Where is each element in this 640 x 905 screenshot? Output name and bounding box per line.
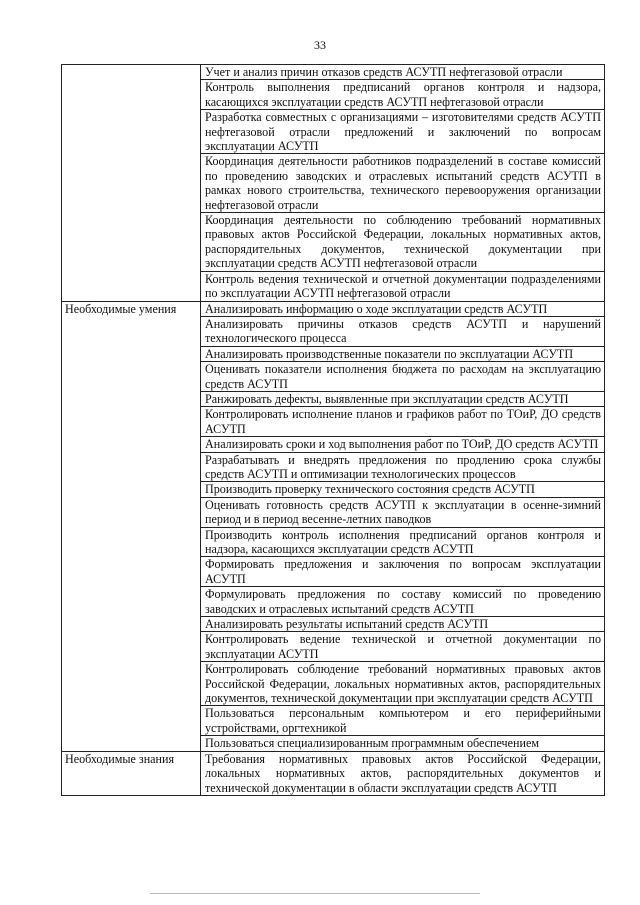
section-label — [62, 65, 201, 302]
requirements-table — [61, 64, 605, 796]
table-row — [62, 301, 605, 316]
requirement-item: Требования нормативных правовых актов Российской Федерации, локальных нормативных актов, распорядительных документов и технической документации в области эксплуатации средств АСУТП — [201, 751, 605, 795]
requirement-item: Контролировать ведение технической и отчетной документации по эксплуатации АСУТП — [201, 632, 605, 662]
requirement-item: Координация деятельности по соблюдению требований нормативных правовых актов Российской Федерации, локальных нормативных актов, распорядительных документов, технической документации при эксплуатации средств АСУТП нефтегазовой отрасли — [201, 213, 605, 272]
requirement-item: Анализировать результаты испытаний средств АСУТП — [201, 617, 605, 632]
requirement-item: Формировать предложения и заключения по вопросам эксплуатации АСУТП — [201, 557, 605, 587]
requirement-item: Оценивать показатели исполнения бюджета по расходам на эксплуатацию средств АСУТП — [201, 362, 605, 392]
requirement-item: Пользоваться персональным компьютером и его периферийными устройствами, оргтехникой — [201, 706, 605, 736]
requirement-item: Ранжировать дефекты, выявленные при эксплуатации средств АСУТП — [201, 391, 605, 406]
requirement-item: Разрабатывать и внедрять предложения по продлению срока службы средств АСУТП и оптимизации технологических процессов — [201, 452, 605, 482]
requirement-item: Контроль ведения технической и отчетной документации подразделениями по эксплуатации АСУТП нефтегазовой отрасли — [201, 271, 605, 301]
requirement-item: Контроль выполнения предписаний органов контроля и надзора, касающихся эксплуатации средств АСУТП нефтегазовой отрасли — [201, 80, 605, 110]
requirement-item: Формулировать предложения по составу комиссий по проведению заводских и отраслевых испытаний средств АСУТП — [201, 587, 605, 617]
requirement-item: Производить контроль исполнения предписаний органов контроля и надзора, касающихся эксплуатации средств АСУТП — [201, 527, 605, 557]
requirement-item: Пользоваться специализированным программным обеспечением — [201, 736, 605, 751]
requirement-item: Оценивать готовность средств АСУТП к эксплуатации в осенне-зимний период и в период весенне-летних паводков — [201, 497, 605, 527]
requirement-item: Анализировать информацию о ходе эксплуатации средств АСУТП — [201, 301, 605, 316]
requirement-item: Анализировать производственные показатели по эксплуатации АСУТП — [201, 346, 605, 361]
requirement-item: Производить проверку технического состояния средств АСУТП — [201, 482, 605, 497]
table-row — [62, 65, 605, 80]
section-label: Необходимые умения — [62, 301, 201, 751]
bottom-rule — [150, 893, 480, 894]
requirement-item: Контролировать исполнение планов и графиков работ по ТОиР, ДО средств АСУТП — [201, 407, 605, 437]
table-row — [62, 751, 605, 795]
requirement-item: Анализировать причины отказов средств АСУТП и нарушений технологического процесса — [201, 316, 605, 346]
requirements-table-body — [62, 65, 605, 796]
requirement-item: Разработка совместных с организациями – изготовителями средств АСУТП нефтегазовой отрасли предложений и заключений по вопросам эксплуатации АСУТП — [201, 110, 605, 154]
page-number: 33 — [314, 38, 326, 52]
requirement-item: Координация деятельности работников подразделений в составе комиссий по проведению заводских и отраслевых испытаний средств АСУТП в рамках нового строительства, технического перевооружения организации нефтегазовой отрасли — [201, 154, 605, 213]
requirement-item: Учет и анализ причин отказов средств АСУТП нефтегазовой отрасли — [201, 65, 605, 80]
section-label: Необходимые знания — [62, 751, 201, 795]
requirement-item: Анализировать сроки и ход выполнения работ по ТОиР, ДО средств АСУТП — [201, 437, 605, 452]
requirement-item: Контролировать соблюдение требований нормативных правовых актов Российской Федерации, локальных нормативных актов, распорядительных документов, технической документации при эксплуатации средств АСУТП — [201, 662, 605, 706]
